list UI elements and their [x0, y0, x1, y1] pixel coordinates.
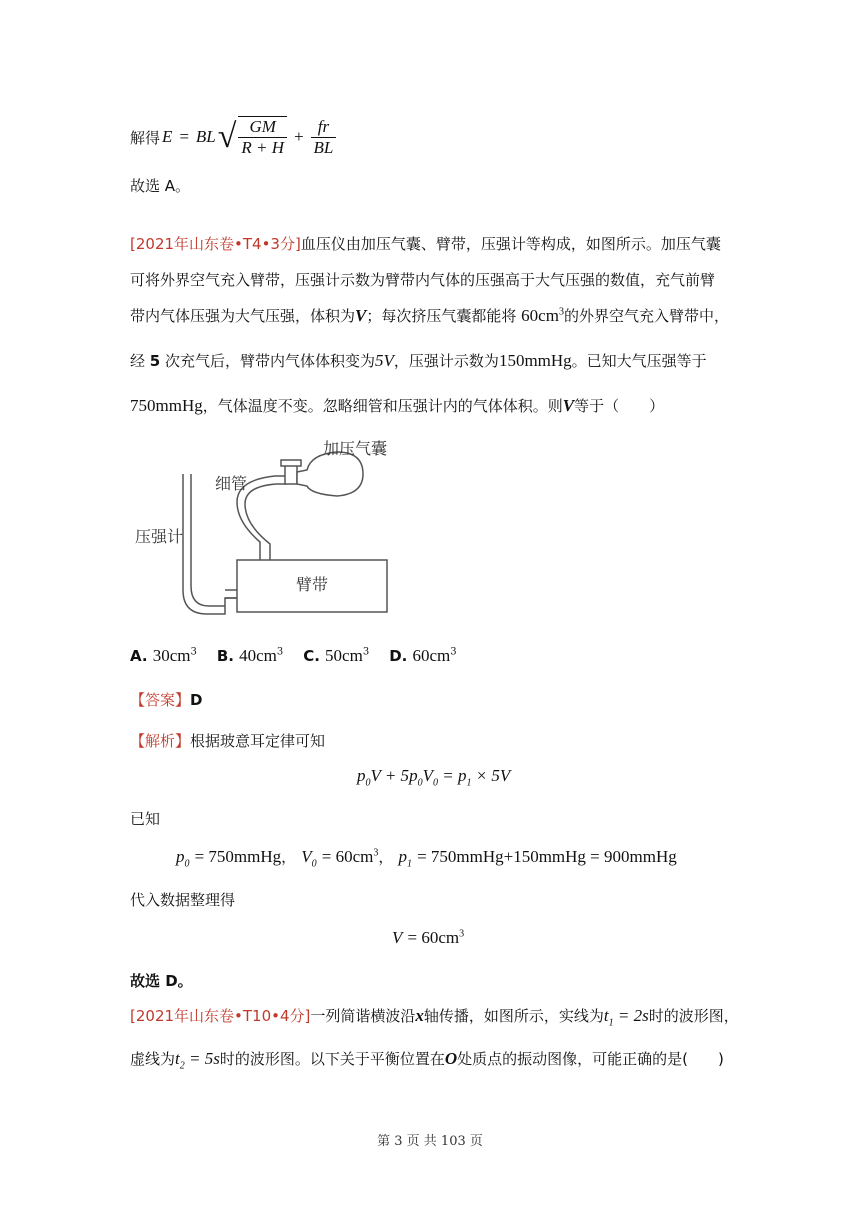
q1-line2: 可将外界空气充入臂带，压强计示数为臂带内气体的压强高于大气压强的数值，充气前臂 — [130, 271, 716, 289]
q1-text4c: ，压强计示数为 — [393, 352, 499, 370]
option-c[interactable]: C. $50cm^3$ — [303, 646, 370, 665]
option-b[interactable]: B. $40cm^3$ — [216, 646, 284, 665]
q2-text2a: 虚线为 — [130, 1050, 176, 1068]
label-bulb: 加压气囊 — [323, 439, 388, 458]
t2-eq: $t_2 = 5s$ — [175, 1049, 220, 1072]
analysis-label: 【解析】 — [130, 732, 191, 750]
p-150: 150mmHg — [498, 351, 572, 370]
q1-text3b: ；每次挤压气囊都能将 — [366, 307, 517, 325]
answer-value: D — [190, 691, 203, 709]
q1-text4a: 经 — [130, 352, 146, 370]
var-v: V — [355, 306, 367, 325]
choose-a: 故选 A。 — [130, 177, 191, 195]
q2-tag: [2021年山东卷•T10•4分] — [130, 1007, 311, 1025]
options — [130, 646, 457, 666]
q1-text5a: ，气体温度不变。忽略细管和压强计内的气体体积。则 — [202, 397, 563, 415]
known-label: 已知 — [130, 810, 161, 828]
bulb — [297, 452, 363, 496]
var-x: x — [415, 1006, 424, 1025]
five-v: 5V — [375, 351, 394, 370]
known-values: $p_0$ = 750mmHg， $V_0 = 60cm^3$， $p_1$ = 750mmHg+150mmHg = 900mmHg — [176, 847, 677, 870]
option-d[interactable]: D. $60cm^3$ — [389, 646, 457, 665]
q1-tag: [2021年山东卷•T4•3分] — [130, 235, 301, 253]
q1-text3c: 的外界空气充入臂带中， — [563, 307, 729, 325]
solve-line — [130, 112, 336, 162]
formula-e: E = BL √ $\frac{GM}{R + H}$ + $\frac{fr}{BL}$ — [162, 116, 336, 158]
label-cuff: 臂带 — [296, 575, 329, 594]
vol-60-text: 60cm — [521, 306, 559, 325]
num-five: 5 — [149, 352, 161, 370]
q1-text5b: 等于（ ） — [574, 397, 665, 415]
choose-d: 故选 D。 — [130, 972, 193, 990]
valve — [285, 464, 297, 484]
solve-prefix: 解得 — [130, 128, 161, 147]
q2-text2d: 处质点的振动图像，可能正确的是( ) — [457, 1050, 724, 1068]
page-footer: 第 3 页 共 103 页 — [377, 1134, 483, 1149]
analysis-line — [130, 730, 325, 751]
q1-line4 — [130, 350, 707, 371]
gauge-tube-inner — [191, 474, 225, 606]
vol-60: $60cm^3$ — [521, 306, 564, 325]
answer-line — [130, 689, 202, 710]
option-a[interactable]: A. $30cm^3$ — [130, 646, 197, 665]
t1-eq: $t_1 = 2s$ — [603, 1006, 649, 1029]
thin-tube-inner — [245, 484, 287, 560]
boyle-equation: $p_0V + 5p_0V_0 = p_1 \times 5V$ — [357, 766, 511, 789]
q2-text1d: 时的波形图， — [648, 1007, 739, 1025]
q2-line1 — [130, 1005, 739, 1028]
q2-text1c: 轴传播，如图所示，实线为 — [423, 1007, 604, 1025]
q2-text1a: 一列简谐横波沿 — [310, 1007, 416, 1025]
answer-label: 【答案】 — [130, 691, 191, 709]
q1-line1 — [130, 233, 721, 254]
q1-text3a: 带内气体压强为大气压强，体积为 — [130, 307, 356, 325]
label-gauge: 压强计 — [135, 527, 184, 546]
p-750: 750mmHg — [130, 396, 203, 415]
q2-text2b: 时的波形图。以下关于平衡位置在 — [219, 1050, 445, 1068]
var-v-2: V — [562, 396, 575, 415]
q2-line2 — [130, 1048, 724, 1071]
label-tube: 细管 — [215, 474, 248, 493]
q1-line3 — [130, 305, 729, 326]
q1-text4d: 。已知大气压强等于 — [571, 352, 707, 370]
q1-text4b: 次充气后，臂带内气体体积变为 — [165, 352, 376, 370]
substitute-label: 代入数据整理得 — [130, 891, 236, 909]
q1-text1: 血压仪由加压气囊、臂带，压强计等构成，如图所示。加压气囊 — [300, 235, 721, 253]
q1-line5 — [130, 395, 664, 416]
analysis-text: 根据玻意耳定律可知 — [190, 732, 326, 750]
result-equation: $V = 60cm^3$ — [392, 928, 465, 947]
bp-figure — [125, 430, 405, 630]
var-o: O — [444, 1049, 458, 1068]
